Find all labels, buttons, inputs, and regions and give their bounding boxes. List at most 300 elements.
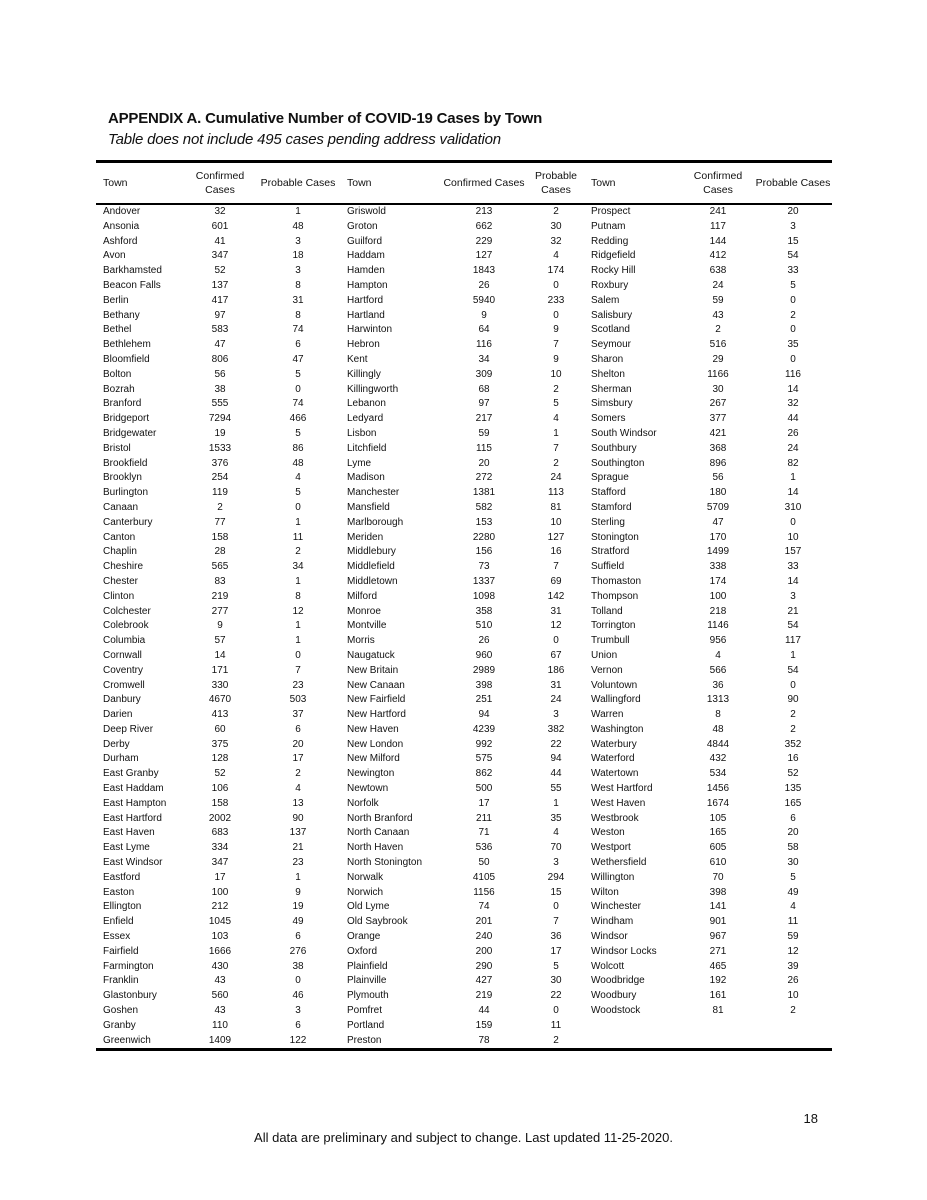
confirmed-cell: 70 [712, 871, 724, 883]
town-cell: Killingworth [347, 383, 399, 395]
probable-cell: 137 [289, 827, 307, 839]
town-cell: Salem [591, 294, 620, 306]
confirmed-cell: 229 [475, 235, 493, 247]
confirmed-cell: 662 [475, 220, 493, 232]
town-cell: Wilton [591, 886, 619, 898]
town-cell: Union [591, 649, 618, 661]
probable-cell: 1 [295, 575, 301, 587]
town-cell: Roxbury [591, 279, 629, 291]
table-row [96, 264, 832, 279]
town-cell: Bristol [103, 442, 131, 454]
town-cell: Thompson [591, 590, 639, 602]
confirmed-cell: 583 [211, 324, 229, 336]
probable-cell: 5 [553, 398, 559, 410]
confirmed-cell: 78 [478, 1034, 490, 1046]
probable-cell: 23 [292, 679, 304, 691]
confirmed-cell: 141 [709, 901, 727, 913]
table-row [96, 412, 832, 427]
confirmed-cell: 1313 [706, 694, 730, 706]
town-cell: East Windsor [103, 857, 163, 869]
table-row [96, 531, 832, 546]
table-row [96, 812, 832, 827]
probable-cell: 382 [547, 723, 565, 735]
confirmed-cell: 398 [475, 679, 493, 691]
town-cell: New Fairfield [347, 694, 406, 706]
probable-cell [754, 1034, 832, 1050]
table-row [96, 1004, 832, 1019]
town-cell: Pomfret [347, 1005, 383, 1017]
town-cell: New Haven [347, 723, 399, 735]
town-cell: Westport [591, 842, 631, 854]
confirmed-cell: 417 [211, 294, 229, 306]
town-cell: Sharon [591, 353, 624, 365]
confirmed-cell: 4239 [472, 723, 496, 735]
town-cell: Middlefield [347, 561, 395, 573]
probable-cell: 34 [292, 561, 304, 573]
confirmed-cell: 896 [709, 457, 727, 469]
town-cell: Milford [347, 590, 378, 602]
town-cell: Old Lyme [347, 901, 390, 913]
confirmed-cell: 8 [715, 709, 721, 721]
table-row [96, 900, 832, 915]
table-row [96, 294, 832, 309]
probable-cell: 18 [292, 250, 304, 262]
town-cell: Hartland [347, 309, 385, 321]
town-cell: Ansonia [103, 220, 140, 232]
town-cell: Norfolk [347, 797, 379, 809]
probable-cell: 46 [292, 990, 304, 1002]
probable-cell: 4 [295, 472, 301, 484]
probable-cell: 2 [295, 546, 301, 558]
probable-cell: 5 [553, 960, 559, 972]
town-cell: Canton [103, 531, 136, 543]
town-cell: East Haddam [103, 783, 164, 795]
confirmed-cell: 77 [214, 516, 226, 528]
probable-cell: 5 [790, 871, 796, 883]
town-cell: Fairfield [103, 945, 139, 957]
confirmed-cell: 1456 [706, 783, 730, 795]
town-cell: Windsor [591, 931, 628, 943]
confirmed-cell: 74 [478, 901, 490, 913]
town-cell: Killingly [347, 368, 381, 380]
town-cell: North Canaan [347, 827, 410, 839]
confirmed-cell: 271 [709, 945, 727, 957]
confirmed-cell: 56 [712, 472, 724, 484]
town-cell: Rocky Hill [591, 265, 636, 277]
column-header-confirmed: Confirmed Cases [443, 177, 525, 189]
confirmed-cell: 4105 [472, 871, 496, 883]
table-row [96, 204, 832, 220]
confirmed-cell: 180 [709, 487, 727, 499]
table-row [96, 960, 832, 975]
confirmed-cell: 115 [476, 442, 492, 454]
probable-cell: 3 [295, 265, 301, 277]
confirmed-cell: 432 [709, 753, 727, 765]
town-cell: West Haven [591, 797, 646, 809]
town-cell: North Haven [347, 842, 404, 854]
probable-cell: 15 [787, 235, 799, 247]
confirmed-cell: 575 [475, 753, 493, 765]
table-row [96, 353, 832, 368]
table-row [96, 397, 832, 412]
town-cell: Salisbury [591, 309, 633, 321]
town-cell: Montville [347, 620, 387, 632]
probable-cell: 8 [295, 279, 301, 291]
probable-cell: 17 [550, 945, 562, 957]
confirmed-cell: 510 [475, 620, 493, 632]
town-cell: Washington [591, 723, 644, 735]
probable-cell: 0 [553, 309, 559, 321]
confirmed-cell: 368 [709, 442, 727, 454]
confirmed-cell: 127 [475, 250, 493, 262]
town-cell: Windham [591, 916, 634, 928]
town-cell: Oxford [347, 945, 378, 957]
town-cell: Essex [103, 931, 131, 943]
confirmed-cell: 24 [712, 279, 724, 291]
probable-cell: 1 [295, 635, 301, 647]
table-row [96, 1034, 832, 1050]
town-cell: Southbury [591, 442, 637, 454]
town-cell: Scotland [591, 324, 630, 336]
probable-cell: 6 [295, 723, 301, 735]
confirmed-cell: 901 [709, 916, 727, 928]
probable-cell: 32 [550, 235, 562, 247]
probable-cell: 2 [790, 309, 796, 321]
confirmed-cell: 29 [712, 353, 724, 365]
probable-cell: 74 [292, 398, 304, 410]
probable-cell: 276 [289, 945, 307, 957]
confirmed-cell: 103 [211, 931, 229, 943]
probable-cell: 127 [547, 531, 565, 543]
town-cell: Vernon [591, 664, 623, 676]
table-row [96, 338, 832, 353]
confirmed-cell: 26 [478, 279, 490, 291]
town-cell: Waterford [591, 753, 635, 765]
town-cell: New Hartford [347, 709, 406, 721]
town-cell: Greenwich [103, 1034, 151, 1046]
town-cell: West Hartford [591, 783, 653, 795]
probable-cell: 2 [553, 383, 559, 395]
town-cell: Wallingford [591, 694, 641, 706]
page-subtitle: Table does not include 495 cases pending address validation [108, 131, 501, 148]
probable-cell: 81 [550, 501, 562, 513]
confirmed-cell: 170 [709, 531, 727, 543]
probable-cell: 174 [547, 265, 565, 277]
table-row [96, 782, 832, 797]
table-row [96, 442, 832, 457]
confirmed-cell: 565 [211, 561, 229, 573]
probable-cell: 2 [790, 709, 796, 721]
confirmed-cell: 375 [211, 738, 229, 750]
confirmed-cell: 534 [709, 768, 727, 780]
probable-cell: 48 [292, 457, 304, 469]
probable-cell: 36 [550, 931, 562, 943]
probable-cell: 0 [553, 279, 559, 291]
probable-cell: 2 [790, 723, 796, 735]
town-cell: Enfield [103, 916, 134, 928]
probable-cell: 16 [787, 753, 799, 765]
probable-cell: 0 [790, 516, 796, 528]
probable-cell: 1 [553, 797, 559, 809]
confirmed-cell: 119 [212, 487, 228, 499]
probable-cell: 14 [787, 487, 799, 499]
probable-cell: 39 [787, 960, 799, 972]
column-header-probable: Probable Cases [534, 170, 578, 196]
town-cell: Avon [103, 250, 126, 262]
probable-cell: 16 [550, 546, 562, 558]
table-row [96, 545, 832, 560]
town-cell: Cromwell [103, 679, 145, 691]
confirmed-cell: 956 [709, 635, 727, 647]
probable-cell: 466 [289, 413, 307, 425]
probable-cell: 55 [550, 783, 562, 795]
town-cell: Eastford [103, 871, 141, 883]
confirmed-cell: 200 [475, 945, 493, 957]
town-cell: Guilford [347, 235, 383, 247]
town-cell: Hartford [347, 294, 384, 306]
confirmed-cell: 5709 [706, 501, 730, 513]
confirmed-cell: 106 [211, 783, 229, 795]
confirmed-cell: 116 [476, 339, 492, 351]
town-cell: Brooklyn [103, 472, 142, 484]
probable-cell: 7 [553, 916, 559, 928]
table-row [96, 560, 832, 575]
probable-cell: 24 [787, 442, 799, 454]
probable-cell: 54 [787, 620, 799, 632]
table-row [96, 590, 832, 605]
confirmed-cell: 1166 [707, 368, 729, 380]
probable-cell: 33 [787, 265, 799, 277]
town-cell: Westbrook [591, 812, 639, 824]
probable-cell: 70 [550, 842, 562, 854]
town-cell: Goshen [103, 1005, 139, 1017]
town-cell: Watertown [591, 768, 639, 780]
probable-cell: 13 [292, 797, 304, 809]
probable-cell: 6 [295, 1019, 301, 1031]
column-header-probable: Probable Cases [260, 177, 336, 189]
probable-cell: 10 [550, 368, 562, 380]
confirmed-cell: 20 [478, 457, 490, 469]
table-row [96, 752, 832, 767]
town-cell: Prospect [591, 206, 631, 217]
confirmed-cell: 41 [214, 235, 226, 247]
town-cell: Colebrook [103, 620, 149, 632]
probable-cell: 0 [790, 353, 796, 365]
probable-cell: 6 [295, 931, 301, 943]
probable-cell: 20 [292, 738, 304, 750]
town-cell: Ridgefield [591, 250, 636, 262]
table-header-row [96, 162, 832, 205]
confirmed-cell: 516 [709, 339, 727, 351]
confirmed-cell: 1098 [472, 590, 496, 602]
town-cell: Preston [347, 1034, 382, 1046]
table-row [96, 323, 832, 338]
confirmed-cell: 560 [211, 990, 229, 1002]
confirmed-cell [682, 1034, 754, 1050]
town-cell: Monroe [347, 605, 381, 617]
confirmed-cell: 43 [214, 975, 226, 987]
probable-cell: 9 [295, 886, 301, 898]
town-cell: Ledyard [347, 413, 384, 425]
probable-cell: 21 [292, 842, 304, 854]
town-cell: Marlborough [347, 516, 404, 528]
confirmed-cell: 158 [211, 797, 229, 809]
confirmed-cell: 48 [712, 723, 724, 735]
confirmed-cell: 34 [478, 353, 490, 365]
confirmed-cell: 4670 [208, 694, 232, 706]
probable-cell: 7 [553, 442, 559, 454]
confirmed-cell: 334 [211, 842, 229, 854]
confirmed-cell: 566 [709, 664, 727, 676]
probable-cell: 31 [550, 679, 562, 691]
confirmed-cell: 290 [475, 960, 493, 972]
probable-cell: 21 [787, 605, 799, 617]
town-cell: Kent [347, 353, 368, 365]
probable-cell: 3 [295, 1005, 301, 1017]
town-cell: Seymour [591, 339, 632, 351]
column-header-confirmed: Confirmed Cases [195, 170, 245, 196]
column-header-confirmed: Confirmed Cases [693, 170, 743, 196]
confirmed-cell: 2280 [472, 531, 496, 543]
confirmed-cell: 9 [481, 309, 487, 321]
probable-cell: 20 [787, 827, 799, 839]
confirmed-cell: 1381 [472, 487, 496, 499]
probable-cell: 33 [787, 561, 799, 573]
confirmed-cell: 254 [211, 472, 229, 484]
town-cell: Willington [591, 871, 635, 883]
town-cell: East Granby [103, 768, 159, 780]
confirmed-cell: 1156 [473, 886, 495, 898]
town-cell: Deep River [103, 723, 154, 735]
town-cell: Hampton [347, 279, 388, 291]
confirmed-cell: 862 [475, 768, 493, 780]
town-cell: Shelton [591, 368, 625, 380]
confirmed-cell: 398 [709, 886, 727, 898]
town-cell: Berlin [103, 294, 129, 306]
town-cell: Durham [103, 753, 139, 765]
confirmed-cell: 110 [212, 1019, 228, 1031]
table-row [96, 649, 832, 664]
probable-cell: 5 [295, 427, 301, 439]
probable-cell: 4 [295, 783, 301, 795]
probable-cell: 12 [550, 620, 562, 632]
town-cell: Farmington [103, 960, 154, 972]
table-row [96, 693, 832, 708]
confirmed-cell: 30 [712, 383, 724, 395]
probable-cell: 0 [790, 679, 796, 691]
town-cell: Colchester [103, 605, 151, 617]
confirmed-cell: 43 [214, 1005, 226, 1017]
town-cell: New London [347, 738, 404, 750]
confirmed-cell: 17 [214, 871, 226, 883]
town-cell: Norwalk [347, 871, 384, 883]
town-cell: Clinton [103, 590, 135, 602]
town-cell: Simsbury [591, 398, 633, 410]
probable-cell: 11 [292, 531, 304, 543]
town-cell: Portland [347, 1019, 385, 1031]
table-row [96, 235, 832, 250]
confirmed-cell: 68 [478, 383, 490, 395]
town-cell: Cheshire [103, 561, 144, 573]
column-header-town: Town [347, 177, 372, 189]
probable-cell: 30 [787, 857, 799, 869]
confirmed-cell: 4844 [706, 738, 730, 750]
confirmed-cell: 358 [475, 605, 493, 617]
confirmed-cell: 47 [214, 339, 226, 351]
confirmed-cell: 218 [709, 605, 727, 617]
confirmed-cell: 338 [709, 561, 727, 573]
confirmed-cell: 161 [709, 990, 727, 1002]
table-row [96, 471, 832, 486]
table-row [96, 945, 832, 960]
table-row [96, 664, 832, 679]
town-cell: Hamden [347, 265, 385, 277]
town-cell: Brookfield [103, 457, 148, 469]
town-cell: Hebron [347, 339, 380, 351]
town-cell: New Britain [347, 664, 399, 676]
table-row [96, 723, 832, 738]
confirmed-cell: 1045 [208, 916, 232, 928]
probable-cell: 9 [553, 353, 559, 365]
table-row [96, 708, 832, 723]
town-cell: New Canaan [347, 679, 405, 691]
town-cell: Cornwall [103, 649, 142, 661]
probable-cell: 44 [550, 768, 562, 780]
confirmed-cell: 7294 [208, 413, 232, 425]
town-cell: North Branford [347, 812, 413, 824]
column-header-town: Town [103, 177, 128, 189]
probable-cell: 233 [547, 294, 565, 306]
confirmed-cell: 52 [214, 768, 226, 780]
probable-cell [754, 1019, 832, 1034]
confirmed-cell: 219 [475, 990, 493, 1002]
town-cell: Windsor Locks [591, 945, 657, 957]
confirmed-cell: 412 [709, 250, 727, 262]
table-row [96, 605, 832, 620]
confirmed-cell: 97 [478, 398, 490, 410]
table-row [96, 915, 832, 930]
probable-cell: 5 [295, 487, 301, 499]
column-header-probable: Probable Cases [755, 177, 831, 189]
probable-cell: 0 [553, 635, 559, 647]
confirmed-cell: 137 [211, 279, 229, 291]
probable-cell: 5 [295, 368, 301, 380]
town-cell: Bethlehem [103, 339, 151, 351]
probable-cell: 1 [295, 620, 301, 632]
probable-cell: 35 [787, 339, 799, 351]
town-cell: Southington [591, 457, 645, 469]
confirmed-cell: 219 [211, 590, 229, 602]
probable-cell: 19 [292, 901, 304, 913]
page-number: 18 [803, 1111, 818, 1126]
probable-cell: 24 [550, 472, 562, 484]
probable-cell: 49 [787, 886, 799, 898]
confirmed-cell: 601 [211, 220, 229, 232]
probable-cell: 503 [289, 694, 307, 706]
table-row [96, 797, 832, 812]
town-cell: East Hampton [103, 797, 167, 809]
confirmed-cell: 555 [211, 398, 229, 410]
town-cell: Norwich [347, 886, 384, 898]
table-row [96, 679, 832, 694]
probable-cell: 1 [295, 516, 301, 528]
probable-cell: 352 [784, 738, 802, 750]
probable-cell: 8 [295, 590, 301, 602]
probable-cell: 82 [787, 457, 799, 469]
confirmed-cell: 536 [475, 842, 493, 854]
town-cell: Thomaston [591, 575, 642, 587]
confirmed-cell: 9 [217, 620, 223, 632]
